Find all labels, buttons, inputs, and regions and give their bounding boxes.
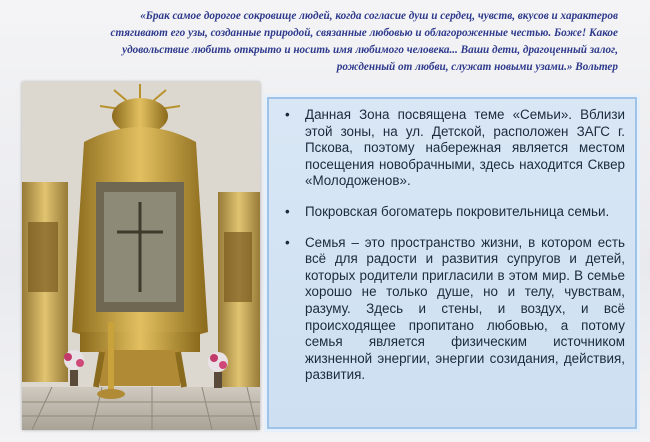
epigraph-quote [88, 8, 618, 76]
quote-line: стягивают его узы, созданные природой, связанные любовью и облагороженные честью. Боже! Какое [110, 27, 618, 39]
quote-line: рожденный от любви, служат новыми узами.» Вольтер [336, 61, 618, 73]
bullet-icon: • [285, 107, 290, 122]
list-item [283, 204, 625, 221]
bullet-list [269, 99, 635, 384]
list-item [283, 107, 625, 190]
list-item-text: Семья – это пространство жизни, в котором есть всё для радости и развития супругов и детей, которых родители пригласили в этом мир. В семье хорошо не только душе, но и телу, чувствам, разуму. Здесь и стены, и воздух, и всё происходящее пропитано любовью, а потому семья является физическим источником жизненной энергии, энергии созидания, действия, развития. [305, 234, 625, 383]
list-item [283, 235, 625, 384]
list-item-text: Покровская богоматерь покровительница семьи. [305, 203, 610, 219]
bullet-icon: • [285, 203, 290, 219]
list-item-text: Данная Зона посвящена теме «Семьи». Вблизи этой зоны, на ул. Детской, расположен ЗАГС г. Пскова, поэтому набережная является местом посещения новобрачными, здесь находится Сквер «Молодоженов». [305, 107, 625, 189]
info-panel [267, 97, 637, 429]
quote-line: удовольствие любить открыто и носить имя любимого человека... Ваши дети, драгоценный залог, [122, 44, 618, 56]
shrine-illustration [22, 82, 260, 430]
icon-shrine-photo [22, 82, 260, 430]
quote-line: «Брак самое дорогое сокровище людей, когда согласие душ и сердец, чувств, вкусов и характеров [140, 10, 618, 22]
bullet-icon: • [285, 234, 290, 250]
